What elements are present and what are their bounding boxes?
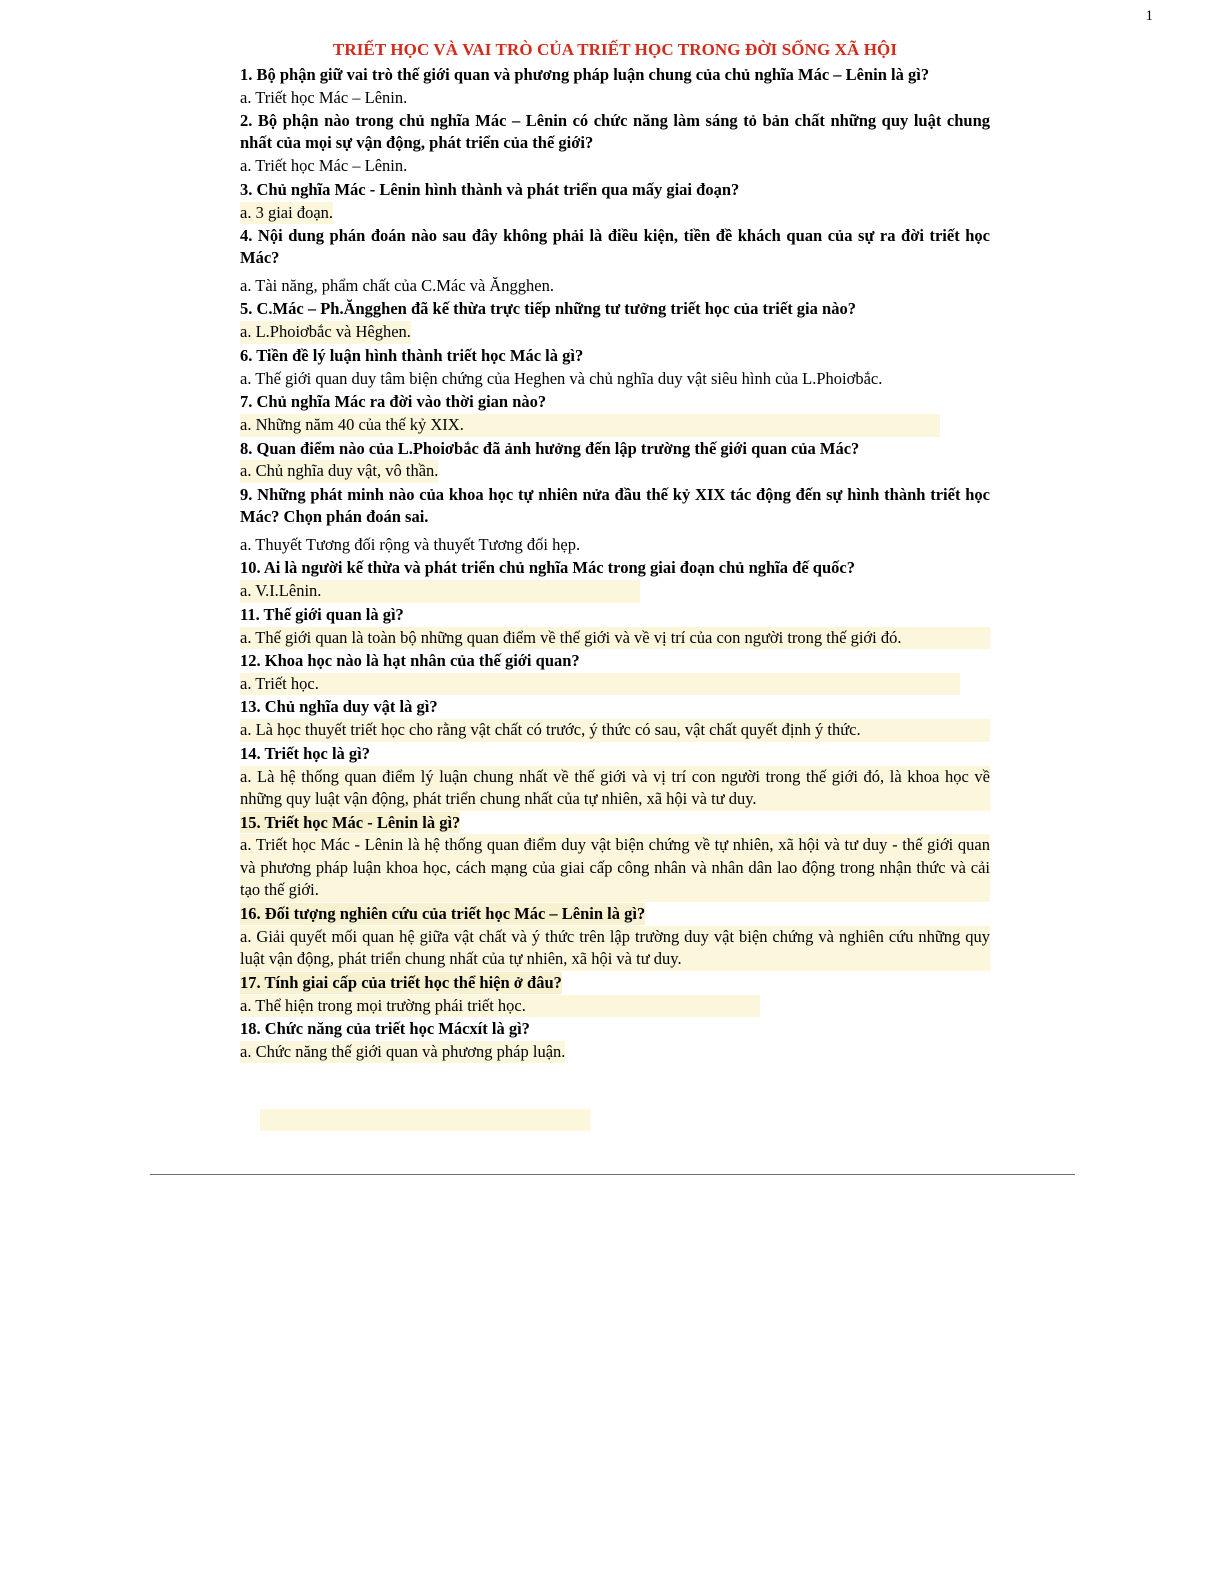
answer-8: a. Chủ nghĩa duy vật, vô thần. <box>240 460 438 482</box>
footer-divider <box>150 1174 1075 1175</box>
question-16: 16. Đối tượng nghiên cứu của triết học Mác – Lênin là gì? <box>240 903 646 923</box>
page-number: 1 <box>1145 8 1153 24</box>
question-3: 3. Chủ nghĩa Mác - Lênin hình thành và phát triển qua mấy giai đoạn? <box>240 179 740 199</box>
answer-12: a. Triết học. <box>240 673 960 695</box>
answer-10: a. V.I.Lênin. <box>240 580 640 602</box>
answer-3: a. 3 giai đoạn. <box>240 202 333 224</box>
answer-7: a. Những năm 40 của thế kỷ XIX. <box>240 414 940 436</box>
answer-14: a. Là hệ thống quan điểm lý luận chung nhất về thế giới và vị trí con người trong thế giới đó, là khoa học về những quy luật vận động, phát triển chung nhất của tự nhiên, xã hội và tư duy. <box>240 766 990 811</box>
question-11: 11. Thế giới quan là gì? <box>240 604 404 624</box>
answer-16: a. Giải quyết mối quan hệ giữa vật chất và ý thức trên lập trường duy vật biện chứng và nghiên cứu những quy luật vận động, phát triển chung nhất của tự nhiên, xã hội và tư duy. <box>240 926 990 971</box>
answer-4: a. Tài năng, phẩm chất của C.Mác và Ăngghen. <box>240 275 555 295</box>
question-14: 14. Triết học là gì? <box>240 743 371 763</box>
question-5: 5. C.Mác – Ph.Ăngghen đã kế thừa trực tiếp những tư tưởng triết học của triết gia nào? <box>240 299 856 319</box>
answer-15: a. Triết học Mác - Lênin là hệ thống quan điểm duy vật biện chứng về tự nhiên, xã hội và tư duy - thế giới quan và phương pháp luận khoa học, cách mạng của giai cấp công nhân và nhân dân lao động trong nhận thức và cải tạo thế giới. <box>240 834 990 901</box>
question-10: 10. Ai là người kế thừa và phát triển chủ nghĩa Mác trong giai đoạn chủ nghĩa đế quốc? <box>240 558 855 578</box>
question-17: 17. Tính giai cấp của triết học thể hiện ở đâu? <box>240 972 562 992</box>
question-6: 6. Tiền đề lý luận hình thành triết học Mác là gì? <box>240 345 584 365</box>
question-8: 8. Quan điểm nào của L.Phoiơbắc đã ảnh hưởng đến lập trường thế giới quan của Mác? <box>240 438 860 458</box>
question-2: 2. Bộ phận nào trong chủ nghĩa Mác – Lênin có chức năng làm sáng tỏ bản chất những quy luật chung nhất của mọi sự vận động, phát triển của thế giới? <box>240 111 990 153</box>
question-7: 7. Chủ nghĩa Mác ra đời vào thời gian nào? <box>240 392 547 412</box>
page-title: TRIẾT HỌC VÀ VAI TRÒ CỦA TRIẾT HỌC TRONG ĐỜI SỐNG XÃ HỘI <box>332 40 898 59</box>
answer-5: a. L.Phoiơbắc và Hêghen. <box>240 321 411 343</box>
question-15: 15. Triết học Mác - Lênin là gì? <box>240 812 461 832</box>
answer-11: a. Thế giới quan là toàn bộ những quan điểm về thế giới và về vị trí của con người trong thế giới đó. <box>240 627 990 649</box>
answer-1: a. Triết học Mác – Lênin. <box>240 87 408 107</box>
question-4: 4. Nội dung phán đoán nào sau đây không phải là điều kiện, tiền đề khách quan của sự ra đời triết học Mác? <box>240 226 990 267</box>
question-18: 18. Chức năng của triết học Mácxít là gì? <box>240 1018 530 1038</box>
question-1: 1. Bộ phận giữ vai trò thế giới quan và phương pháp luận chung của chủ nghĩa Mác – Lênin là gì? <box>240 65 930 84</box>
question-9: 9. Những phát minh nào của khoa học tự nhiên nửa đầu thế kỷ XIX tác động đến sự hình thành triết học Mác? Chọn phán đoán sai. <box>240 484 990 526</box>
question-12: 12. Khoa học nào là hạt nhân của thế giới quan? <box>240 650 580 670</box>
answer-13: a. Là học thuyết triết học cho rằng vật chất có trước, ý thức có sau, vật chất quyết định ý thức. <box>240 719 990 741</box>
document-content <box>240 40 990 1131</box>
answer-18: a. Chức năng thế giới quan và phương pháp luận. <box>240 1041 565 1063</box>
answer-9: a. Thuyết Tương đối rộng và thuyết Tương đối hẹp. <box>240 534 581 554</box>
answer-17: a. Thể hiện trong mọi trường phái triết học. <box>240 995 760 1017</box>
question-13: 13. Chủ nghĩa duy vật là gì? <box>240 697 438 717</box>
answer-2: a. Triết học Mác – Lênin. <box>240 156 408 176</box>
trailing-highlight-block <box>260 1109 590 1131</box>
answer-6: a. Thế giới quan duy tâm biện chứng của Heghen và chủ nghĩa duy vật siêu hình của L.Phoiơbắc. <box>240 368 883 388</box>
